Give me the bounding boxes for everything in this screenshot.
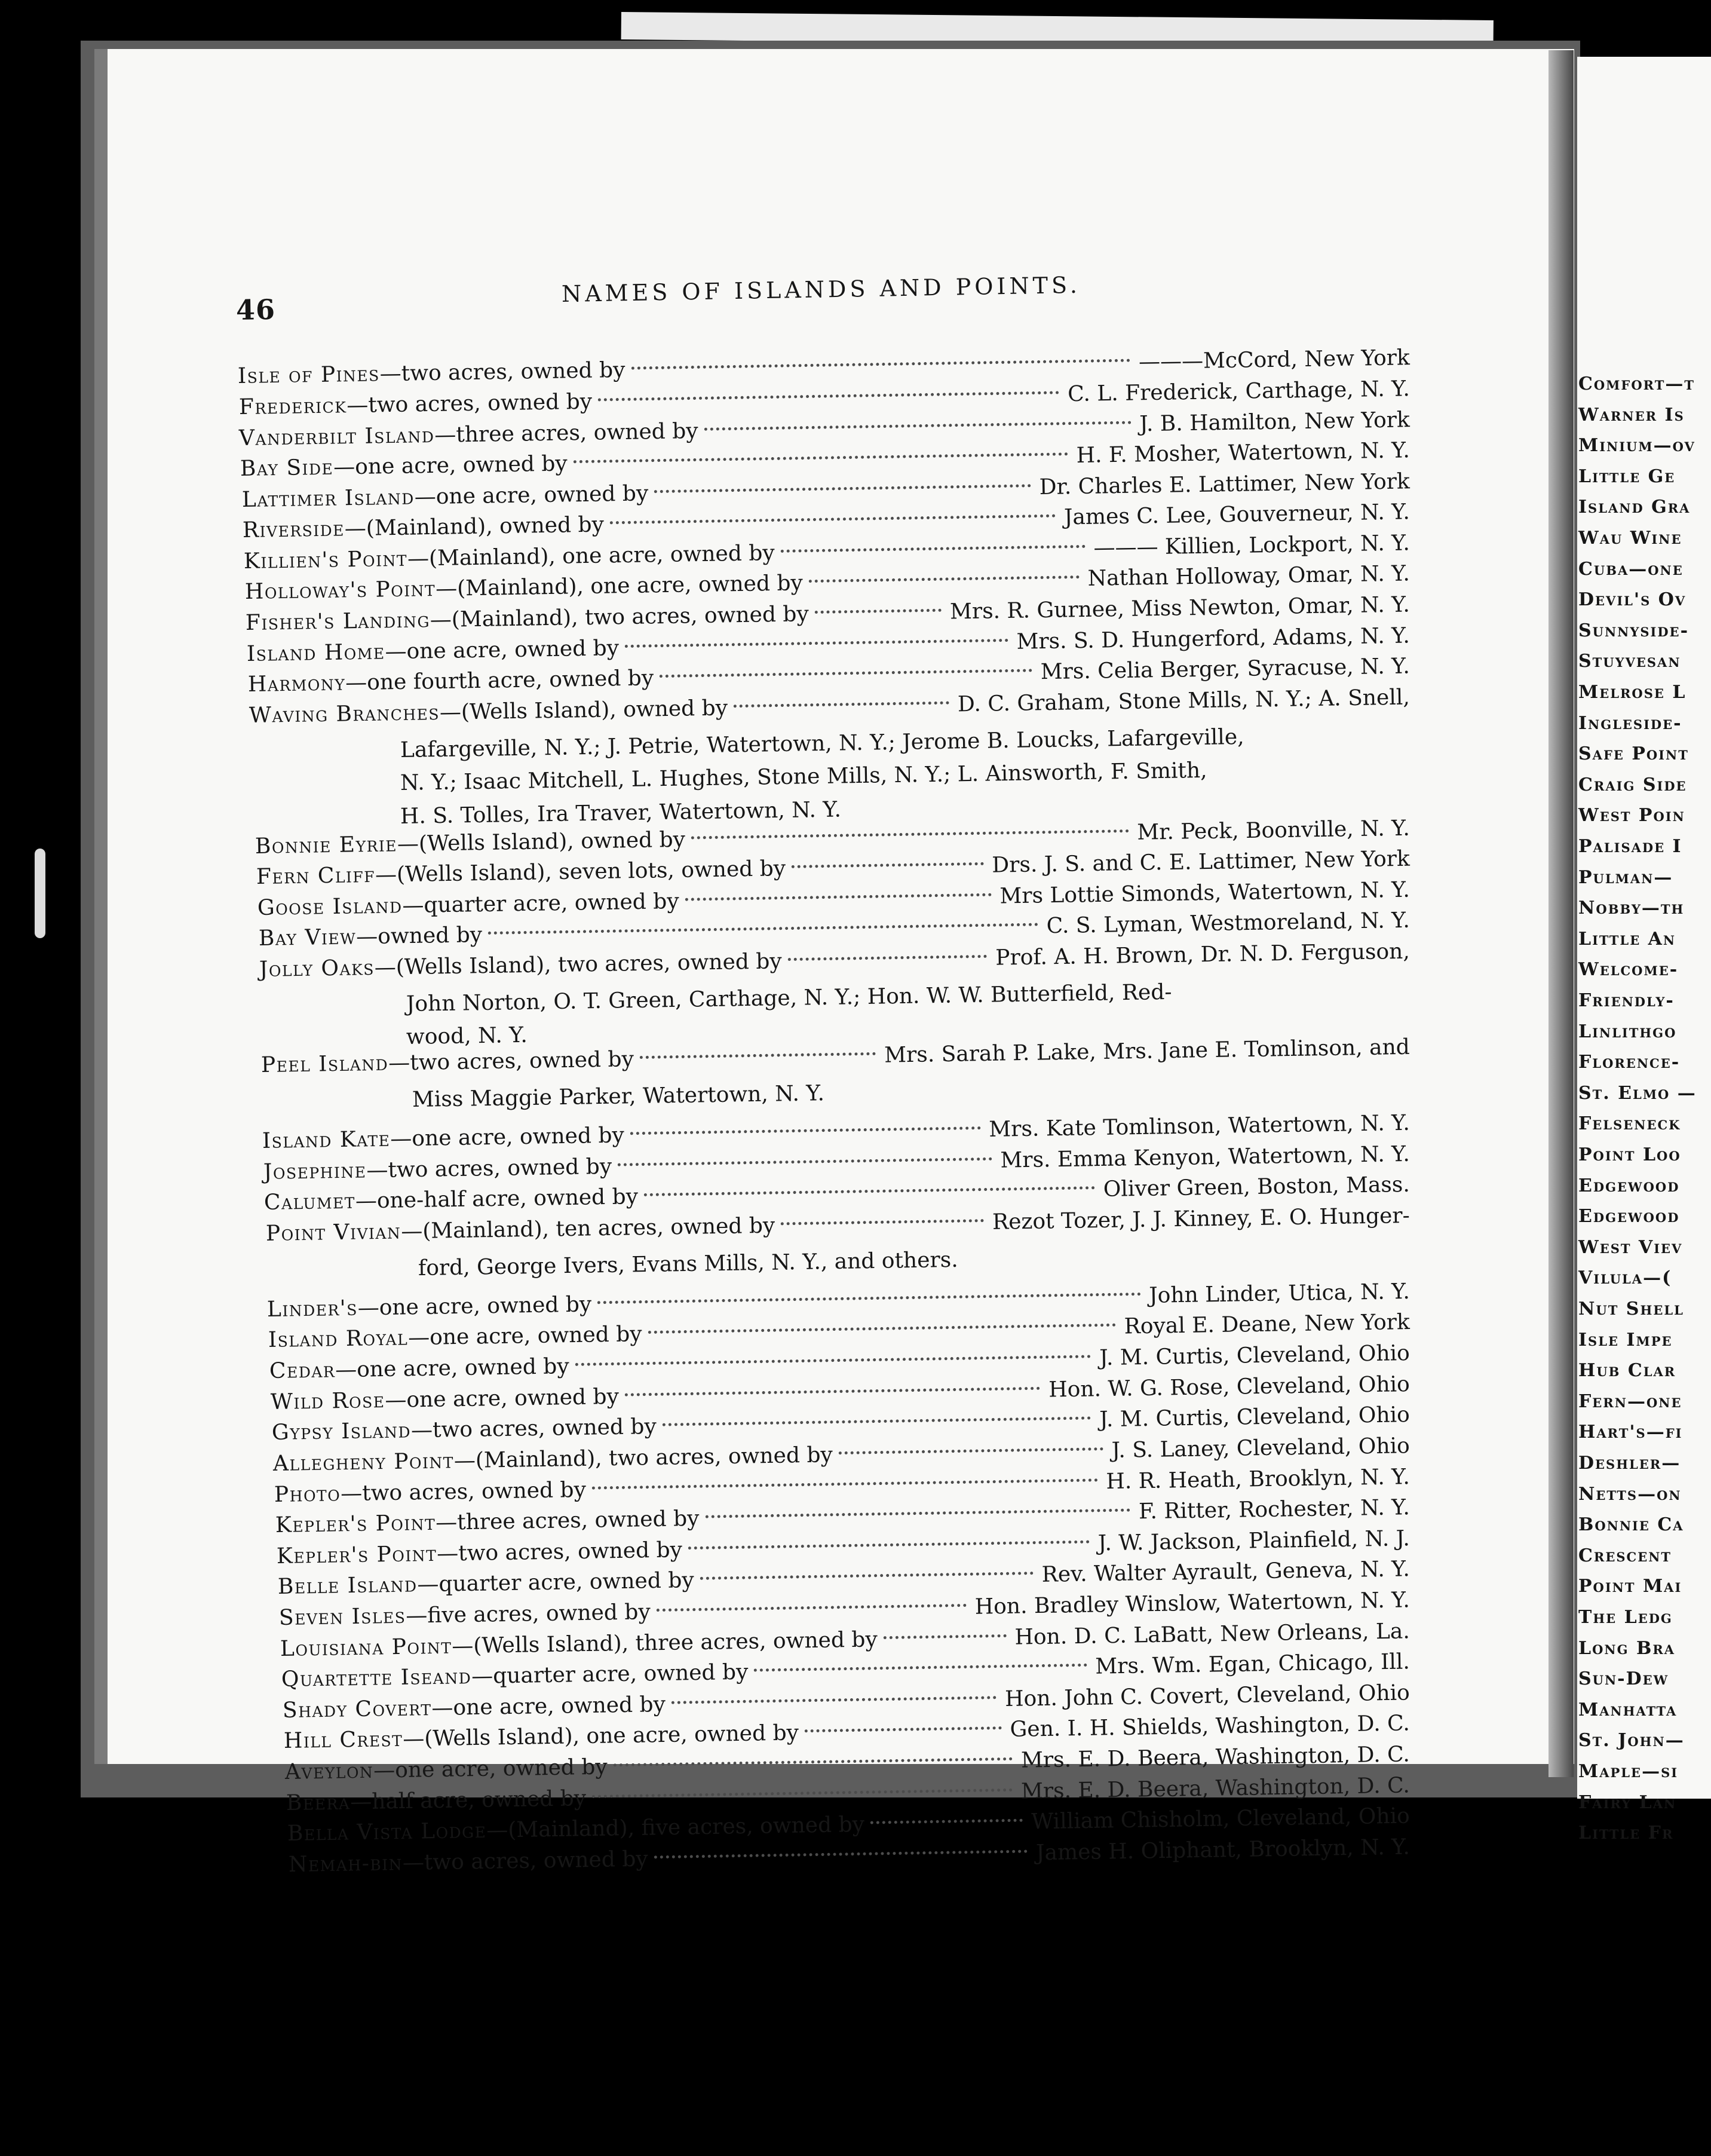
dot-leader [805,1726,1002,1732]
right-page-entry: Welcome- [1578,959,1679,981]
entry-description: —three acres, owned by [434,418,698,448]
entry-owner: James C. Lee, Gouverneur, N. Y. [1063,500,1410,530]
dot-leader [688,1541,1090,1550]
entry-description: —(Wells Island), owned by [397,827,686,857]
entry-description: —(Wells Island), two acres, owned by [374,949,783,980]
entry-name: Shady Covert [282,1696,432,1723]
dot-leader [809,575,1080,583]
entry-continuation-line: N. Y.; Isaac Mitchell, L. Hughes, Stone Mills, N. Y.; L. Ainsworth, F. Smith, [400,758,1207,795]
entry-name: Josephine [263,1158,367,1184]
dot-leader [631,359,1130,370]
entry-name: Harmony [247,670,346,697]
entry-continuation-line: Lafargeville, N. Y.; J. Petrie, Watertown, N. Y.; Jerome B. Loucks, Lafargeville, [400,724,1244,762]
entry-owner: Mrs. Kate Tomlinson, Watertown, N. Y. [989,1110,1410,1142]
entry-name: Holloway's Point [244,576,436,604]
entry-description: —(Mainland), one acre, owned by [435,571,804,601]
entry-name: Cedar [269,1358,336,1383]
entry-name: Gypsy Island [271,1418,412,1445]
entry-description: —(Mainland), five acres, owned by [486,1812,865,1843]
entry-owner: Nathan Holloway, Omar, N. Y. [1087,561,1410,591]
dot-leader [592,1788,1013,1798]
dot-leader [671,1696,996,1704]
dot-leader [630,1126,981,1135]
entry-description: —(Wells Island), owned by [439,696,728,725]
entry-description: —two acres, owned by [340,1477,587,1506]
dot-leader [640,1052,876,1059]
entry-name: Bay Side [240,455,334,481]
entry-owner: John Linder, Utica, N. Y. [1148,1279,1410,1308]
right-page-entry: Little Fr [1578,1823,1674,1844]
right-page-entry: Bonnie Ca [1578,1514,1684,1536]
right-page-entry: Little An [1578,928,1676,950]
right-page-entry: Nut Shell [1578,1298,1684,1319]
dot-leader [734,702,949,708]
right-page-entry: Felseneck [1578,1113,1681,1135]
entry-description: —one-half acre, owned by [355,1184,639,1214]
entry-owner: J. B. Hamilton, New York [1139,408,1410,437]
right-page-entry: Melrose L [1578,682,1687,703]
entry-name: Kepler's Point [275,1510,436,1538]
entry-description: —one acre, owned by [357,1292,592,1321]
entry-description: —one acre, owned by [385,1384,620,1413]
entry-description: —one fourth acre, owned by [345,666,654,696]
entry-owner: J. M. Curtis, Cleveland, Ohio [1099,1402,1410,1432]
entry-owner: Mrs. E. D. Beera, Washington, D. C. [1020,1742,1410,1773]
entry-name: Hill Crest [283,1726,403,1753]
right-page-entry: West Poin [1578,805,1685,826]
dot-leader [625,639,1008,648]
entry-owner: Royal E. Deane, New York [1124,1309,1410,1339]
dot-leader [644,1186,1095,1196]
dot-leader [685,893,992,901]
right-page-entry: St. John— [1578,1730,1685,1751]
entry-description: —quarter acre, owned by [417,1568,694,1597]
entry-description: —one acre, owned by [414,481,649,510]
dot-leader [574,452,1068,463]
entry-description: —two acres, owned by [402,1846,648,1875]
right-page-entry: Island Gra [1578,497,1691,518]
entry-owner: J. S. Laney, Cleveland, Ohio [1111,1434,1410,1463]
right-page-entry: Long Bra [1578,1637,1676,1659]
entry-name: Seven Isles [278,1603,406,1630]
entry-owner: Gen. I. H. Shields, Washington, D. C. [1010,1711,1410,1742]
entry-owner: Prof. A. H. Brown, Dr. N. D. Ferguson, [995,939,1410,970]
entry-description: —two acres, owned by [410,1414,657,1443]
entry-name: Riverside [242,516,345,543]
entry-name: Bay View [258,924,357,951]
dot-leader [654,484,1031,493]
entry-description: —one acre, owned by [407,1322,642,1350]
dot-leader [488,923,1038,935]
entry-name: Waving Branches [249,700,440,728]
dot-leader [884,1634,1007,1639]
entry-name: Island Kate [262,1126,391,1153]
entry-owner: F. Ritter, Rochester, N. Y. [1138,1495,1410,1524]
right-page-entry: Stuyvesan [1578,651,1681,672]
dot-leader [704,421,1131,431]
right-page-entry: Edgewood [1578,1206,1680,1227]
entry-name: Nemah-bin [288,1851,403,1877]
entry-owner: Mr. Peck, Boonville, N. Y. [1136,816,1410,845]
right-page-entry: Hart's—fi [1578,1422,1683,1443]
entry-name: Jolly Oaks [259,955,375,982]
entry-description: —three acres, owned by [435,1506,700,1535]
dot-leader [597,1293,1140,1304]
right-page-entry: Maple—si [1578,1761,1679,1782]
entry-description: —two acres, owned by [347,389,593,418]
entry-description: —one acre, owned by [385,636,620,664]
dot-leader [660,669,1032,678]
right-page-entry: Sun-Dew [1578,1668,1669,1690]
dot-leader [781,545,1086,553]
dot-leader [788,955,988,961]
entry-name: Frederick [238,393,347,419]
entry-owner: Mrs Lottie Simonds, Watertown, N. Y. [999,877,1410,909]
entry-owner: C. L. Frederick, Carthage, N. Y. [1067,376,1410,407]
right-page-entry: Fern—one [1578,1391,1682,1412]
entry-owner: J. M. Curtis, Cleveland, Ohio [1099,1341,1410,1371]
entry-owner: Rev. Walter Ayrault, Geneva, N. Y. [1041,1557,1410,1587]
entry-description: —quarter acre, owned by [471,1659,749,1689]
entry-description: —(Wells Island), seven lots, owned by [375,856,786,887]
right-page-entry: Hub Clar [1578,1360,1676,1382]
right-page-entry: Point Mai [1578,1576,1682,1597]
dot-leader [575,1355,1091,1366]
entry-owner: Mrs. S. D. Hungerford, Adams, N. Y. [1016,623,1410,654]
dot-leader [657,1604,967,1612]
right-page-entry: Warner Is [1578,404,1685,425]
entry-owner: D. C. Graham, Stone Mills, N. Y.; A. Snell, [957,685,1410,717]
entry-name: Bonnie Eyrie [254,832,398,859]
entry-owner: Hon. Bradley Winslow, Watertown, N. Y. [974,1588,1410,1619]
entry-owner: Mrs. Celia Berger, Syracuse, N. Y. [1040,654,1410,685]
entry-owner: C. S. Lyman, Westmoreland, N. Y. [1046,908,1410,939]
right-page-entry: St. Elmo — [1578,1082,1697,1104]
entry-name: Kepler's Point [276,1541,437,1569]
right-page-entry: Deshler— [1578,1453,1681,1474]
entry-continuation-line: ford, George Ivers, Evans Mills, N. Y., and others. [418,1247,958,1281]
dot-leader [870,1819,1023,1824]
right-page-entry: Point Loo [1578,1144,1681,1165]
dot-leader [610,514,1056,525]
entry-description: —(Mainland), two acres, owned by [430,602,809,633]
right-page-entry: Nobby—th [1578,898,1685,919]
dot-leader [614,1757,1013,1766]
entry-owner: J. W. Jackson, Plainfield, N. J. [1097,1526,1410,1556]
entry-owner: ———McCord, New York [1138,345,1410,375]
entry-description: —one acre, owned by [373,1754,608,1783]
entry-owner: H. R. Heath, Brooklyn, N. Y. [1106,1465,1410,1494]
entry-description: —one acre, owned by [333,451,568,480]
entry-description: —(Mainland), one acre, owned by [407,541,775,571]
entry-name: Allegheny Point [272,1448,455,1476]
entry-description: —owned by [355,923,483,950]
dot-leader [654,1850,1028,1859]
entry-description: —(Wells Island), one acre, owned by [402,1720,799,1751]
entry-owner: ——— Killien, Lockport, N. Y. [1093,531,1410,561]
entry-name: Lattimer Island [241,485,415,512]
entry-description: —two acres, owned by [366,1154,612,1183]
entry-name: Fisher's Landing [245,608,431,635]
entry-description: —one acre, owned by [431,1692,666,1721]
right-page-entry: Wau Wine [1578,528,1682,549]
dot-leader [700,1572,1034,1580]
entry-owner: H. F. Mosher, Watertown, N. Y. [1076,438,1410,468]
entry-name: Beera [286,1790,351,1815]
entry-name: Isle of Pines [237,362,381,388]
entry-owner: Oliver Green, Boston, Mass. [1103,1172,1410,1202]
entry-owner: William Chisholm, Cleveland, Ohio [1031,1803,1410,1835]
entry-owner: Hon. John C. Covert, Cleveland, Ohio [1004,1680,1410,1712]
page-number: 46 [235,293,276,326]
dot-leader [648,1324,1115,1334]
dot-leader [781,1219,984,1225]
right-page-entry: Pulman— [1578,866,1673,888]
entry-description: —(Mainland), ten acres, owned by [400,1213,775,1244]
entry-owner: Drs. J. S. and C. E. Lattimer, New York [992,846,1410,878]
dot-leader [598,391,1059,401]
right-page-entry: Vilula—( [1578,1267,1672,1289]
entry-description: —two acres, owned by [388,1047,634,1076]
running-head: NAMES OF ISLANDS AND POINTS. [561,271,1081,307]
dot-leader [663,1416,1091,1426]
right-page-entry: Palisade I [1578,836,1682,857]
entry-name: Point Vivian [265,1219,401,1246]
entry-name: Island Royal [268,1325,409,1352]
entry-owner: Mrs. Sarah P. Lake, Mrs. Jane E. Tomlinson, and [884,1034,1410,1068]
entry-owner: Mrs. R. Gurnee, Miss Newton, Omar, N. Y. [949,592,1410,624]
right-page-entry: Craig Side [1578,774,1687,795]
entry-continuation-line: Miss Maggie Parker, Watertown, N. Y. [412,1081,825,1112]
entry-description: —quarter acre, owned by [402,889,679,918]
entry-description: —(Wells Island), three acres, owned by [452,1627,878,1659]
dot-leader [618,1157,992,1166]
right-page-entry: Little Ge [1578,466,1676,487]
entry-owner: Dr. Charles E. Lattimer, New York [1039,469,1410,500]
right-page-entry: Minium—ov [1578,435,1695,457]
entry-name: Peel Island [260,1051,389,1077]
right-page-entry: Linlithgo [1578,1021,1677,1042]
entry-description: —two acres, owned by [379,357,625,387]
entry-continuation-line: H. S. Tolles, Ira Traver, Watertown, N. Y. [400,797,842,829]
right-page-entry: Comfort—t [1578,373,1695,394]
entry-continuation-line: wood, N. Y. [406,1022,528,1049]
entry-name: Belle Island [277,1572,418,1599]
entry-name: Vanderbilt Island [238,422,435,451]
entry-name: Wild Rose [270,1388,385,1414]
right-page-entry: Cuba—one [1578,558,1684,580]
entry-owner: Hon. D. C. LaBatt, New Orleans, La. [1014,1619,1410,1650]
right-page-entry: Ingleside- [1578,712,1682,734]
dot-leader [625,1387,1041,1396]
dot-leader [592,1478,1098,1489]
right-page-entry: Isle Impe [1578,1329,1673,1350]
entry-description: —five acres, owned by [406,1600,651,1628]
dot-leader [754,1664,1087,1672]
entry-owner: Mrs. Emma Kenyon, Watertown, N. Y. [1000,1141,1410,1173]
entry-name: Photo [274,1481,341,1507]
entry-name: Killien's Point [243,546,408,574]
dot-leader [815,609,942,614]
entry-owner: Hon. W. G. Rose, Cleveland, Ohio [1048,1372,1410,1402]
right-page-entry: Devil's Ov [1578,589,1687,611]
right-page-entry: Friendly- [1578,990,1675,1011]
entry-description: —one acre, owned by [390,1123,625,1152]
right-page-entry: Florence- [1578,1052,1681,1073]
entry-description: —one acre, owned by [335,1354,569,1383]
entry-name: Aveylon [284,1758,374,1784]
entry-name: Goose Island [257,893,403,920]
dot-leader [691,829,1129,840]
entry-owner: Mrs. Wm. Egan, Chicago, Ill. [1095,1649,1410,1679]
dot-leader [705,1509,1130,1518]
right-page-entry: Sunnyside- [1578,620,1689,641]
entry-continuation-line: John Norton, O. T. Green, Carthage, N. Y.; Hon. W. W. Butterfield, Red- [406,979,1172,1016]
right-page-entry: Fairy Lan [1578,1791,1677,1813]
entry-name: Linder's [266,1296,358,1322]
entry-name: Quartette Iseand [281,1664,472,1692]
entry-name: Fern Cliff [256,862,376,889]
entry-name: Island Home [246,639,385,666]
right-page-entry: Edgewood [1578,1175,1680,1196]
entry-owner: James H. Oliphant, Brooklyn, N. Y. [1035,1835,1410,1866]
right-page-entry: Safe Point [1578,743,1689,765]
right-page-entry: The Ledg [1578,1607,1673,1628]
entry-name: Calumet [263,1189,356,1215]
entry-owner: Mrs. E. D. Beera, Washington, D. C. [1020,1773,1410,1804]
right-page-entry: Manhatta [1578,1699,1678,1720]
dot-leader [792,862,983,868]
entry-description: —(Mainland), two acres, owned by [453,1443,833,1474]
right-page-entry: Netts—on [1578,1483,1682,1505]
right-page-entry: Crescent [1578,1545,1672,1566]
entry-description: —two acres, owned by [436,1538,683,1566]
dot-leader [839,1447,1103,1454]
entry-name: Bella Vista Lodge [287,1818,487,1846]
entry-description: —half acre, owned by [350,1786,587,1815]
entry-description: —(Mainland), owned by [344,512,605,541]
right-page-entry: West Viev [1578,1236,1683,1258]
entry-name: Louisiana Point [280,1634,452,1661]
entry-owner: Rezot Tozer, J. J. Kinney, E. O. Hunger- [992,1203,1410,1235]
